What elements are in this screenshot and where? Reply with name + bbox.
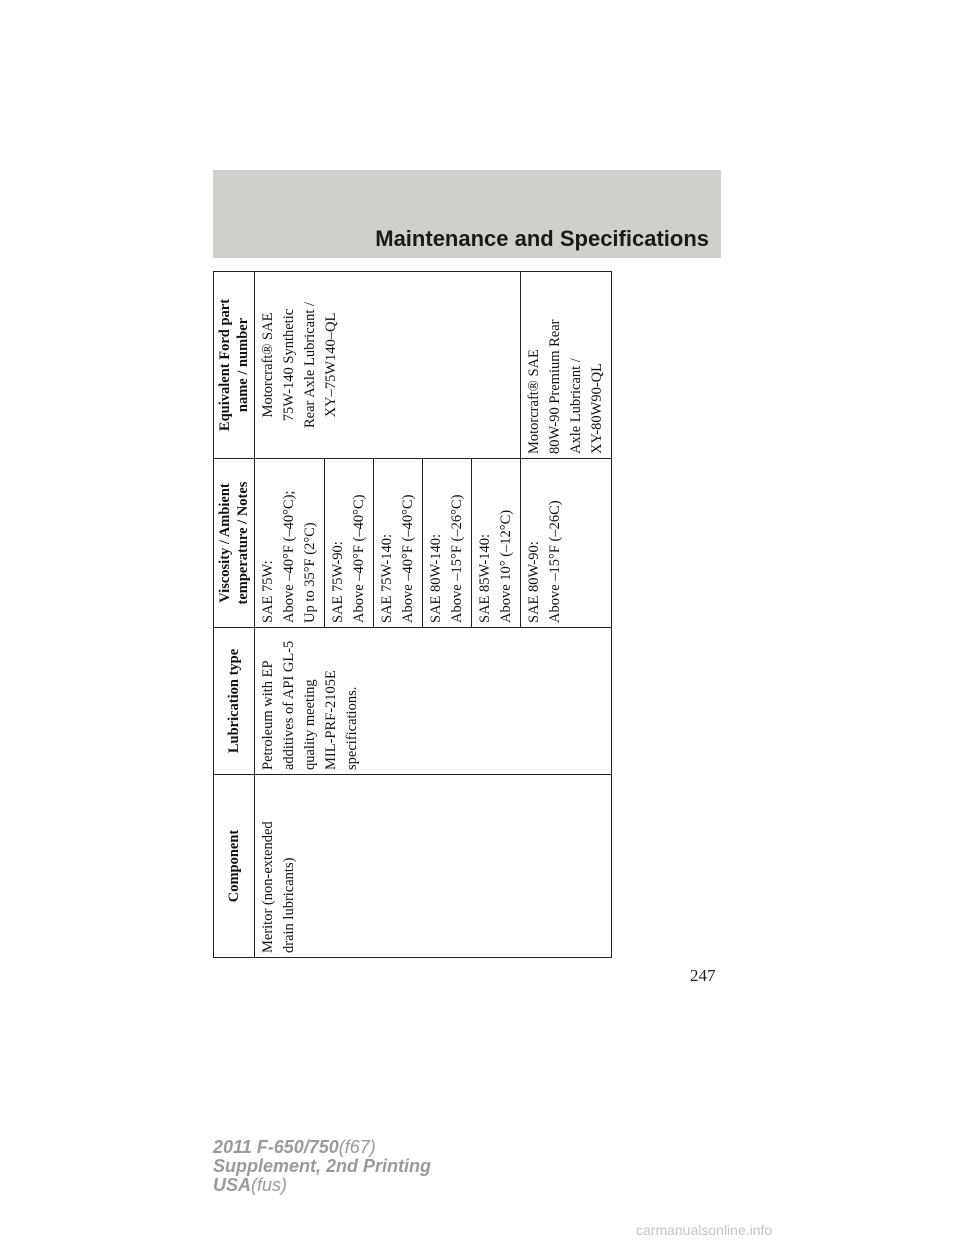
footer-region-code: (fus) (251, 1175, 288, 1195)
header-component: Component (214, 775, 255, 958)
header-viscosity: Viscosity / Ambient temperature / Notes (214, 459, 255, 628)
cell-viscosity-75w90: SAE 75W-90: Above –40°F (–40°C) (325, 459, 374, 628)
cell-ford-part-75w140: Motorcraft® SAE 75W-140 Synthetic Rear Axle Lubricant / XY–75W140–QL (255, 272, 521, 459)
footer-region-line (213, 1176, 431, 1195)
print-footer (213, 1138, 431, 1195)
cell-viscosity-75w: SAE 75W: Above –40°F (–40°C); Up to 35°F (2°C) (255, 459, 325, 628)
lubricant-spec-table (213, 271, 612, 958)
page-number: 247 (690, 966, 716, 985)
table-header-row (214, 272, 255, 958)
cell-viscosity-80w90: SAE 80W-90: Above –15°F (–26C) (521, 459, 612, 628)
table-row (255, 272, 325, 958)
cell-viscosity-80w140: SAE 80W-140: Above –15°F (–26°C) (423, 459, 472, 628)
watermark: carmanualsonline.info (636, 1222, 773, 1238)
cell-ford-part-80w90: Motorcraft® SAE 80W-90 Premium Rear Axle Lubricant / XY-80W90-QL (521, 272, 612, 459)
cell-lubrication-type: Petroleum with EP additives of API GL-5 quality meeting MIL-PRF-2105E specifications. (255, 628, 612, 775)
footer-model-line (213, 1138, 431, 1157)
footer-printing: Supplement, 2nd Printing (213, 1156, 432, 1176)
section-title: Maintenance and Specifications (375, 226, 709, 251)
rotated-table-container (213, 272, 605, 958)
header-band (213, 170, 721, 258)
cell-viscosity-85w140: SAE 85W-140: Above 10° (–12°C) (472, 459, 521, 628)
header-lubrication-type: Lubrication type (214, 628, 255, 775)
cell-viscosity-75w140: SAE 75W-140: Above –40°F (–40°C) (374, 459, 423, 628)
footer-model-code: (f67) (338, 1137, 376, 1157)
cell-component: Meritor (non-extended drain lubricants) (255, 775, 612, 958)
header-ford-part: Equivalent Ford part name / number (214, 272, 255, 459)
rotated-table (213, 272, 605, 958)
footer-model: 2011 F-650/750 (213, 1137, 339, 1157)
footer-region: USA (213, 1175, 252, 1195)
